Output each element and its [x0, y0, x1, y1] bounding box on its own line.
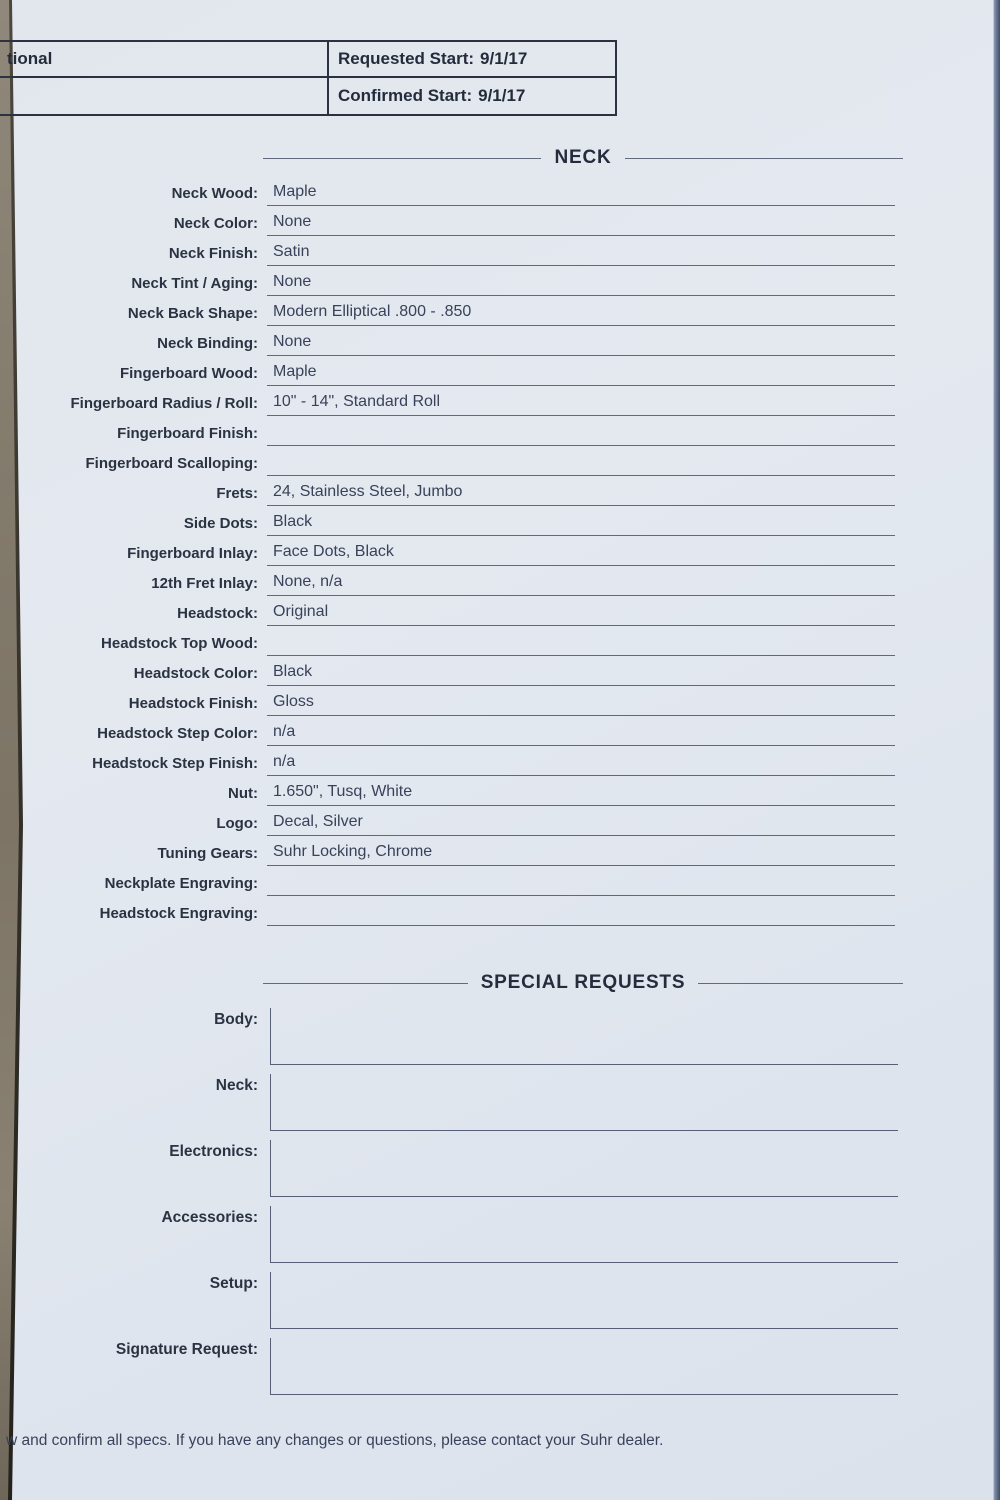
spec-value: Black: [273, 663, 313, 680]
spec-label: Headstock Step Finish:: [92, 755, 258, 772]
dealer-confirmation-note: w and confirm all specs. If you have any changes or questions, please contact your Suhr dealer.: [6, 1432, 664, 1449]
special-request-box: [270, 1338, 898, 1395]
spec-underline: [267, 751, 895, 776]
spec-row-neck-color: [0, 211, 1000, 241]
spec-value: Suhr Locking, Chrome: [273, 843, 433, 860]
spec-value: Face Dots, Black: [273, 543, 394, 560]
spec-underline: [267, 361, 895, 386]
spec-label: 12th Fret Inlay:: [151, 575, 258, 592]
special-request-row-neck: [0, 1072, 1000, 1138]
spec-row-neck-wood: [0, 181, 1000, 211]
spec-value: n/a: [273, 723, 296, 740]
spec-row-fingerboard-finish: [0, 421, 1000, 451]
spec-value: None: [273, 273, 312, 290]
special-requests-section-header: [263, 973, 903, 993]
special-request-label: Body:: [214, 1011, 258, 1028]
spec-row-headstock-color: [0, 661, 1000, 691]
spec-label: Frets:: [216, 485, 258, 502]
spec-underline: [267, 511, 895, 536]
spec-row-frets: [0, 481, 1000, 511]
spec-row-side-dots: [0, 511, 1000, 541]
spec-label: Neck Wood:: [171, 185, 258, 202]
neck-fields-list: [0, 181, 1000, 931]
spec-label: Neck Tint / Aging:: [131, 275, 258, 292]
special-request-row-electronics: [0, 1138, 1000, 1204]
spec-row-headstock-finish: [0, 691, 1000, 721]
spec-row-neck-finish: [0, 241, 1000, 271]
spec-row-logo: [0, 811, 1000, 841]
special-request-row-accessories: [0, 1204, 1000, 1270]
spec-label: Headstock:: [177, 605, 258, 622]
spec-label: Neck Color:: [173, 215, 258, 232]
confirmed-start-label: Confirmed Start:: [338, 86, 473, 105]
special-request-label: Accessories:: [161, 1209, 258, 1226]
spec-row-fingerboard-scalloping: [0, 451, 1000, 481]
spec-row-neckplate-engraving: [0, 871, 1000, 901]
neck-section-title: NECK: [554, 147, 612, 168]
neck-section-header: [263, 148, 903, 168]
spec-label: Neckplate Engraving:: [104, 875, 258, 892]
spec-label: Fingerboard Finish:: [117, 425, 258, 442]
spec-value: Satin: [273, 243, 310, 260]
spec-underline: [267, 601, 895, 626]
confirmed-start-cell: [327, 78, 615, 114]
spec-value: n/a: [273, 753, 296, 770]
spec-row-12th-fret-inlay: [0, 571, 1000, 601]
spec-underline: [267, 571, 895, 596]
spec-underline: [267, 721, 895, 746]
spec-label: Headstock Color:: [133, 665, 258, 682]
special-request-row-signature-request: [0, 1336, 1000, 1402]
spec-label: Side Dots:: [183, 515, 258, 532]
spec-value: None, n/a: [273, 573, 343, 590]
divider-line: [263, 983, 468, 984]
special-request-row-setup: [0, 1270, 1000, 1336]
spec-label: Neck Finish:: [168, 245, 258, 262]
spec-underline: [267, 211, 895, 236]
order-model-cell: [0, 42, 327, 78]
spec-underline: [267, 871, 895, 896]
spec-underline: [267, 421, 895, 446]
spec-row-headstock: [0, 601, 1000, 631]
spec-value: Maple: [273, 183, 317, 200]
spec-row-neck-tint-aging: [0, 271, 1000, 301]
spec-row-fingerboard-wood: [0, 361, 1000, 391]
order-empty-cell: [0, 78, 327, 114]
spec-underline: [267, 331, 895, 356]
spec-underline: [267, 691, 895, 716]
spec-row-headstock-top-wood: [0, 631, 1000, 661]
special-request-label: Signature Request:: [115, 1341, 258, 1358]
spec-label: Logo:: [216, 815, 258, 832]
order-header-table: [0, 40, 617, 116]
divider-line: [263, 158, 541, 159]
spec-value: Gloss: [273, 693, 314, 710]
spec-value: Modern Elliptical .800 - .850: [273, 303, 472, 320]
spec-label: Fingerboard Radius / Roll:: [70, 395, 258, 412]
spec-value: None: [273, 333, 312, 350]
special-request-box: [270, 1074, 898, 1131]
spec-label: Nut:: [228, 785, 258, 802]
spec-label: Neck Binding:: [157, 335, 258, 352]
divider-line: [698, 983, 903, 984]
spec-underline: [267, 241, 895, 266]
special-request-box: [270, 1008, 898, 1065]
spec-label: Fingerboard Inlay:: [127, 545, 258, 562]
special-requests-list: [0, 1006, 1000, 1402]
spec-label: Fingerboard Wood:: [119, 365, 258, 382]
spec-value: None: [273, 213, 312, 230]
confirmed-start-value: 9/1/17: [478, 86, 526, 105]
special-request-box: [270, 1272, 898, 1329]
spec-underline: [267, 661, 895, 686]
spec-value: 10" - 14", Standard Roll: [273, 393, 441, 410]
spec-label: Fingerboard Scalloping:: [85, 455, 258, 472]
special-request-label: Electronics:: [169, 1143, 258, 1160]
requested-start-value: 9/1/17: [480, 49, 528, 68]
spec-value: Maple: [273, 363, 317, 380]
special-request-box: [270, 1140, 898, 1197]
spec-underline: [267, 901, 895, 926]
requested-start-cell: [327, 42, 615, 78]
requested-start-label: Requested Start:: [338, 49, 475, 68]
spec-underline: [267, 451, 895, 476]
spec-underline: [267, 631, 895, 656]
spec-row-headstock-engraving: [0, 901, 1000, 931]
special-request-label: Neck:: [215, 1077, 258, 1094]
spec-row-headstock-step-finish: [0, 751, 1000, 781]
spec-value: Black: [273, 513, 313, 530]
spec-underline: [267, 181, 895, 206]
spec-value: 1.650", Tusq, White: [273, 783, 413, 800]
order-model-partial-text: tional: [7, 49, 53, 68]
spec-row-fingerboard-inlay: [0, 541, 1000, 571]
spec-row-neck-back-shape: [0, 301, 1000, 331]
spec-label: Tuning Gears:: [157, 845, 258, 862]
spec-value: Decal, Silver: [273, 813, 363, 830]
special-requests-section-title: SPECIAL REQUESTS: [480, 972, 686, 993]
spec-row-headstock-step-color: [0, 721, 1000, 751]
spec-underline: [267, 271, 895, 296]
special-request-row-body: [0, 1006, 1000, 1072]
spec-value: Original: [273, 603, 329, 620]
spec-label: Headstock Engraving:: [99, 905, 258, 922]
spec-label: Headstock Top Wood:: [101, 635, 258, 652]
spec-value: 24, Stainless Steel, Jumbo: [273, 483, 463, 500]
spec-row-tuning-gears: [0, 841, 1000, 871]
spec-label: Headstock Step Color:: [97, 725, 258, 742]
spec-row-neck-binding: [0, 331, 1000, 361]
special-request-label: Setup:: [209, 1275, 258, 1292]
divider-line: [625, 158, 903, 159]
spec-label: Headstock Finish:: [128, 695, 258, 712]
spec-label: Neck Back Shape:: [127, 305, 258, 322]
spec-row-nut: [0, 781, 1000, 811]
special-request-box: [270, 1206, 898, 1263]
spec-row-fingerboard-radius-roll: [0, 391, 1000, 421]
